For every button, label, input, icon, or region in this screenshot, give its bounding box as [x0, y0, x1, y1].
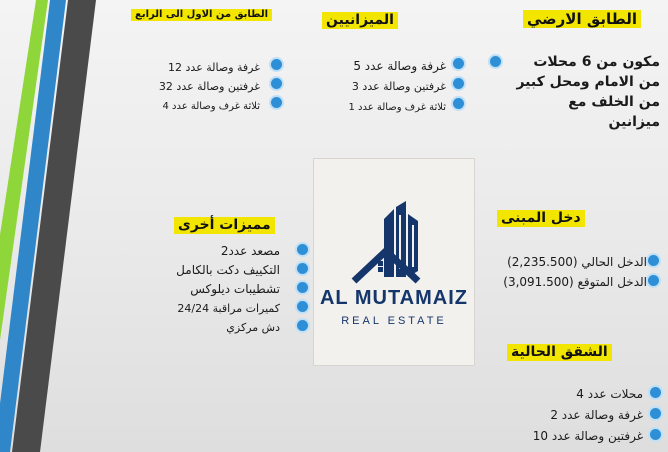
house-window	[378, 261, 383, 266]
bullet-icon	[297, 301, 308, 312]
mezzanine-title: الميزانيين	[322, 12, 398, 29]
bullet-icon	[650, 387, 661, 398]
bullet-icon	[453, 78, 464, 89]
brand-name: AL MUTAMAIZ	[319, 287, 468, 309]
current-units-title: الشقق الحالية	[507, 344, 612, 361]
bullet-icon	[648, 275, 659, 286]
bullet-icon	[648, 255, 659, 266]
mezzanine-item: غرفتين وصالة عدد 3	[318, 75, 446, 95]
brand-tagline: REAL ESTATE	[341, 315, 447, 327]
ground-floor-title: الطابق الارضي	[523, 10, 641, 28]
other-features-item: كميرات مراقبة 24/24	[160, 297, 280, 316]
bullet-icon	[297, 244, 308, 255]
upper-floors-section	[130, 56, 260, 113]
current-units-item: غرفة وصالة عدد 2	[503, 404, 643, 425]
upper-floors-item: غرفتين وصالة عدد 32	[130, 75, 260, 94]
upper-floors-item: ثلاثة غرف وصالة عدد 4	[130, 94, 260, 113]
mezzanine-item: ثلاثة غرف وصالة عدد 1	[318, 95, 446, 115]
brand-logo-card	[313, 158, 475, 366]
bullet-icon	[297, 282, 308, 293]
bullet-icon	[297, 320, 308, 331]
bullet-icon	[453, 98, 464, 109]
ground-floor-line: من الامام ومحل كبير	[516, 74, 660, 90]
other-features-section	[160, 240, 280, 335]
other-features-title: مميزات أخرى	[174, 217, 275, 234]
upper-floors-item: غرفة وصالة عدد 12	[130, 56, 260, 75]
tower-left	[384, 209, 394, 277]
ground-floor-line: مكون من 6 محلات	[533, 54, 660, 70]
other-features-item: دش مركزي	[160, 316, 280, 335]
building-income-item: الدخل المتوقع (3,091.500)	[497, 271, 647, 291]
upper-floors-title: الطابق من الاول الى الرابع	[131, 9, 272, 21]
other-features-item: مصعد عدد2	[160, 240, 280, 259]
building-income-title: دخل المبنى	[497, 210, 585, 227]
house-window	[384, 267, 389, 272]
building-income-item: الدخل الحالي (2,235.500)	[497, 251, 647, 271]
other-features-item: التكييف دكت بالكامل	[160, 259, 280, 278]
decorative-stripes	[0, 0, 110, 452]
bullet-icon	[271, 97, 282, 108]
current-units-item: غرفتين وصالة عدد 10	[503, 425, 643, 446]
bullet-icon	[271, 59, 282, 70]
current-units-section	[503, 383, 643, 446]
ground-floor-section	[500, 52, 660, 132]
bullet-icon	[297, 263, 308, 274]
current-units-item: محلات عدد 4	[503, 383, 643, 404]
house-window	[384, 261, 389, 266]
building-house-logo-icon	[314, 159, 474, 365]
bullet-icon	[271, 78, 282, 89]
ground-floor-line: من الخلف مع	[568, 94, 660, 110]
bullet-icon	[650, 408, 661, 419]
mezzanine-section	[318, 55, 446, 115]
bullet-icon	[650, 429, 661, 440]
bullet-icon	[453, 58, 464, 69]
building-income-section	[497, 251, 647, 291]
house-window	[378, 267, 383, 272]
ground-floor-line: ميزانين	[608, 114, 660, 130]
other-features-item: تشطيبات ديلوكس	[160, 278, 280, 297]
mezzanine-item: غرفة وصالة عدد 5	[318, 55, 446, 75]
